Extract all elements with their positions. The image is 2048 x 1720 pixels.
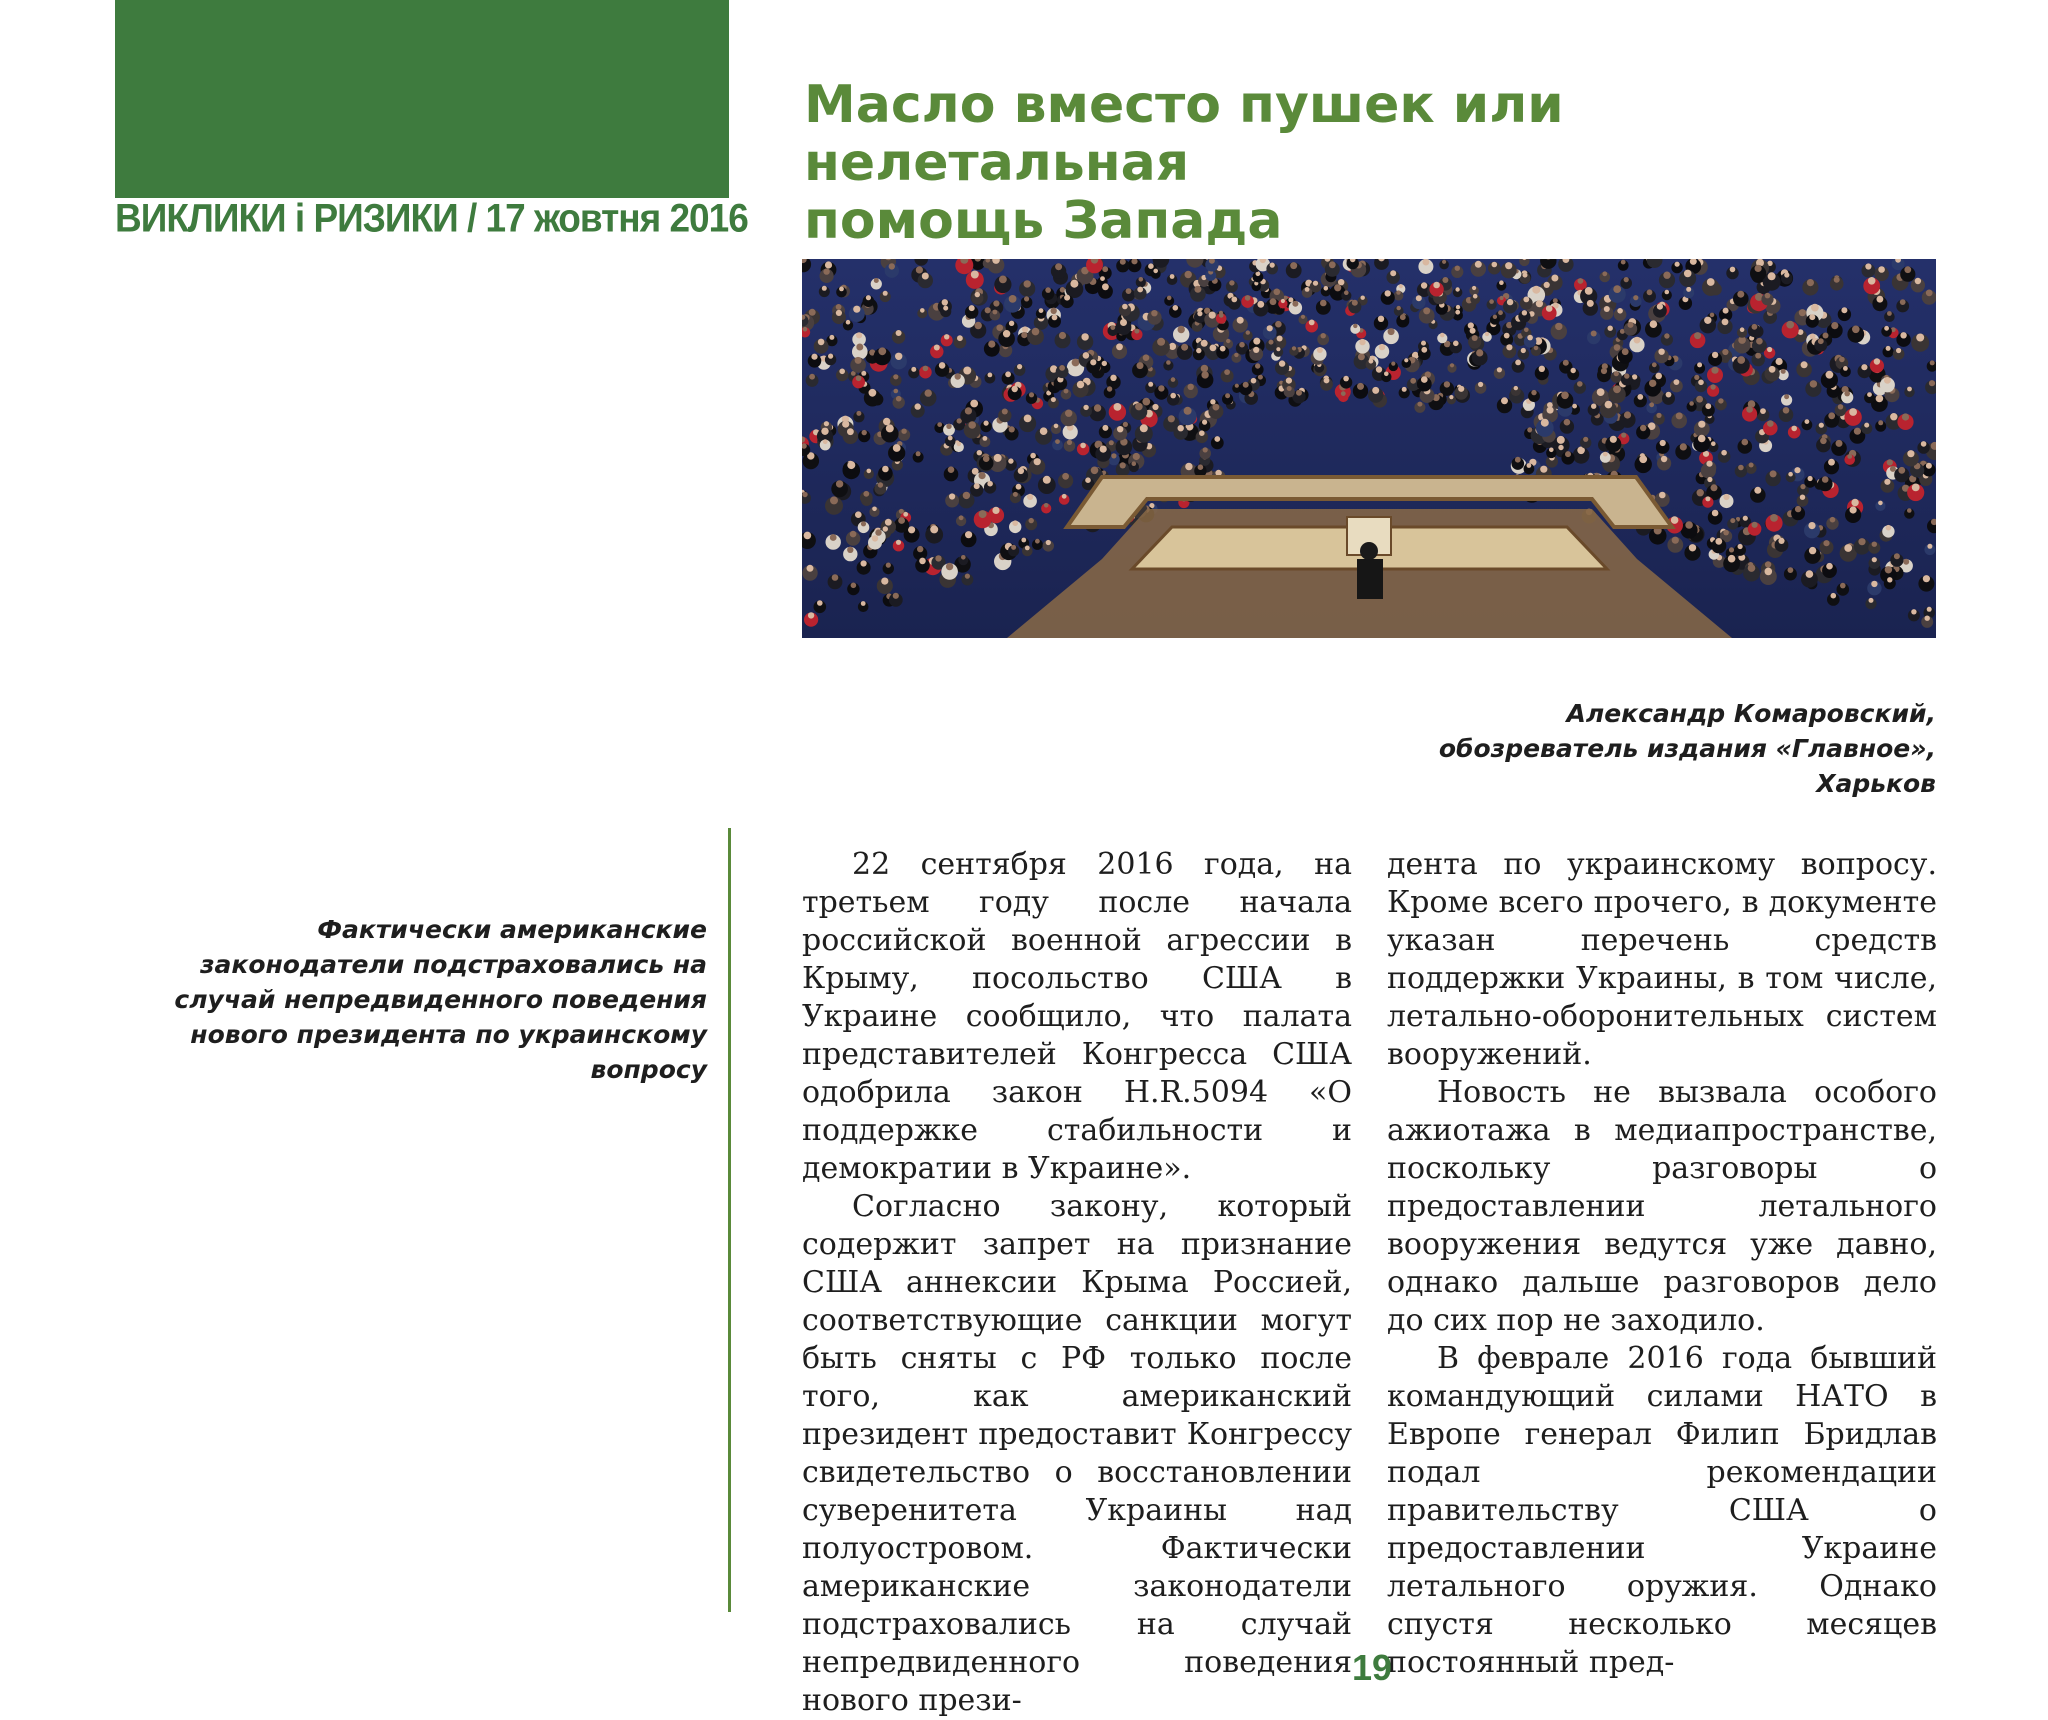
author-role: обозреватель издания «Главное», (1438, 734, 1936, 763)
pull-quote: Фактически американские законодатели подстраховались на случай непредвиденного поведения нового президента по украинскому вопросу (174, 915, 707, 1084)
article-column-right (1387, 846, 1937, 1682)
paragraph-continued: дента по украинскому вопросу. Кроме всего прочего, в документе указан перечень средств поддержки Украины, в том числе, летально-оборонительных систем вооружений. (1387, 847, 1937, 1072)
author-city: Харьков (1816, 769, 1936, 798)
section-header-label: ВИКЛИКИ і РИЗИКИ / 17 жовтня 2016 (115, 196, 748, 241)
pull-quote-divider (728, 828, 731, 1612)
article-title-line-1: Масло вместо пушек или нелетальная (804, 75, 1564, 193)
article-title-line-2: помощь Запада (804, 191, 1283, 251)
article-title (804, 76, 1954, 250)
paragraph: Новость не вызвала особого ажиотажа в медиапространстве, поскольку разговоры о предоставлении летального вооружения ведутся уже давно, однако дальше разговоров дело до сих пор не заходило. (1387, 1075, 1937, 1338)
page-number: 19 (1352, 1647, 1393, 1688)
paragraph: 22 сентября 2016 года, на третьем году после начала российской военной агрессии в Крыму, посольство США в Украине сообщило, что палата представителей Конгресса США одобрила закон H.R.5094 «О поддержке стабильности и демократии в Украине». (802, 847, 1352, 1186)
article-column-left (802, 846, 1352, 1720)
paragraph: В феврале 2016 года бывший командующий силами НАТО в Европе генерал Филип Бридлав подал рекомендации правительству США о предоставлении Украине летального оружия. Однако спустя несколько месяцев постоянный пред- (1387, 1341, 1937, 1680)
author-name: Александр Комаровский, (1566, 699, 1936, 728)
paragraph: Согласно закону, который содержит запрет на признание США аннексии Крыма Россией, соответствующие санкции могут быть сняты с РФ только после того, как американский президент предоставит Конгрессу свидетельство о восстановлении суверенитета Украины над полуостровом. Фактически американские законодатели подстраховались на случай непредвиденного поведения нового прези- (802, 1189, 1352, 1718)
header-color-block (115, 0, 729, 198)
congress-chamber-illustration (802, 259, 1936, 638)
author-byline (1439, 696, 1936, 801)
congress-photo (802, 259, 1936, 638)
